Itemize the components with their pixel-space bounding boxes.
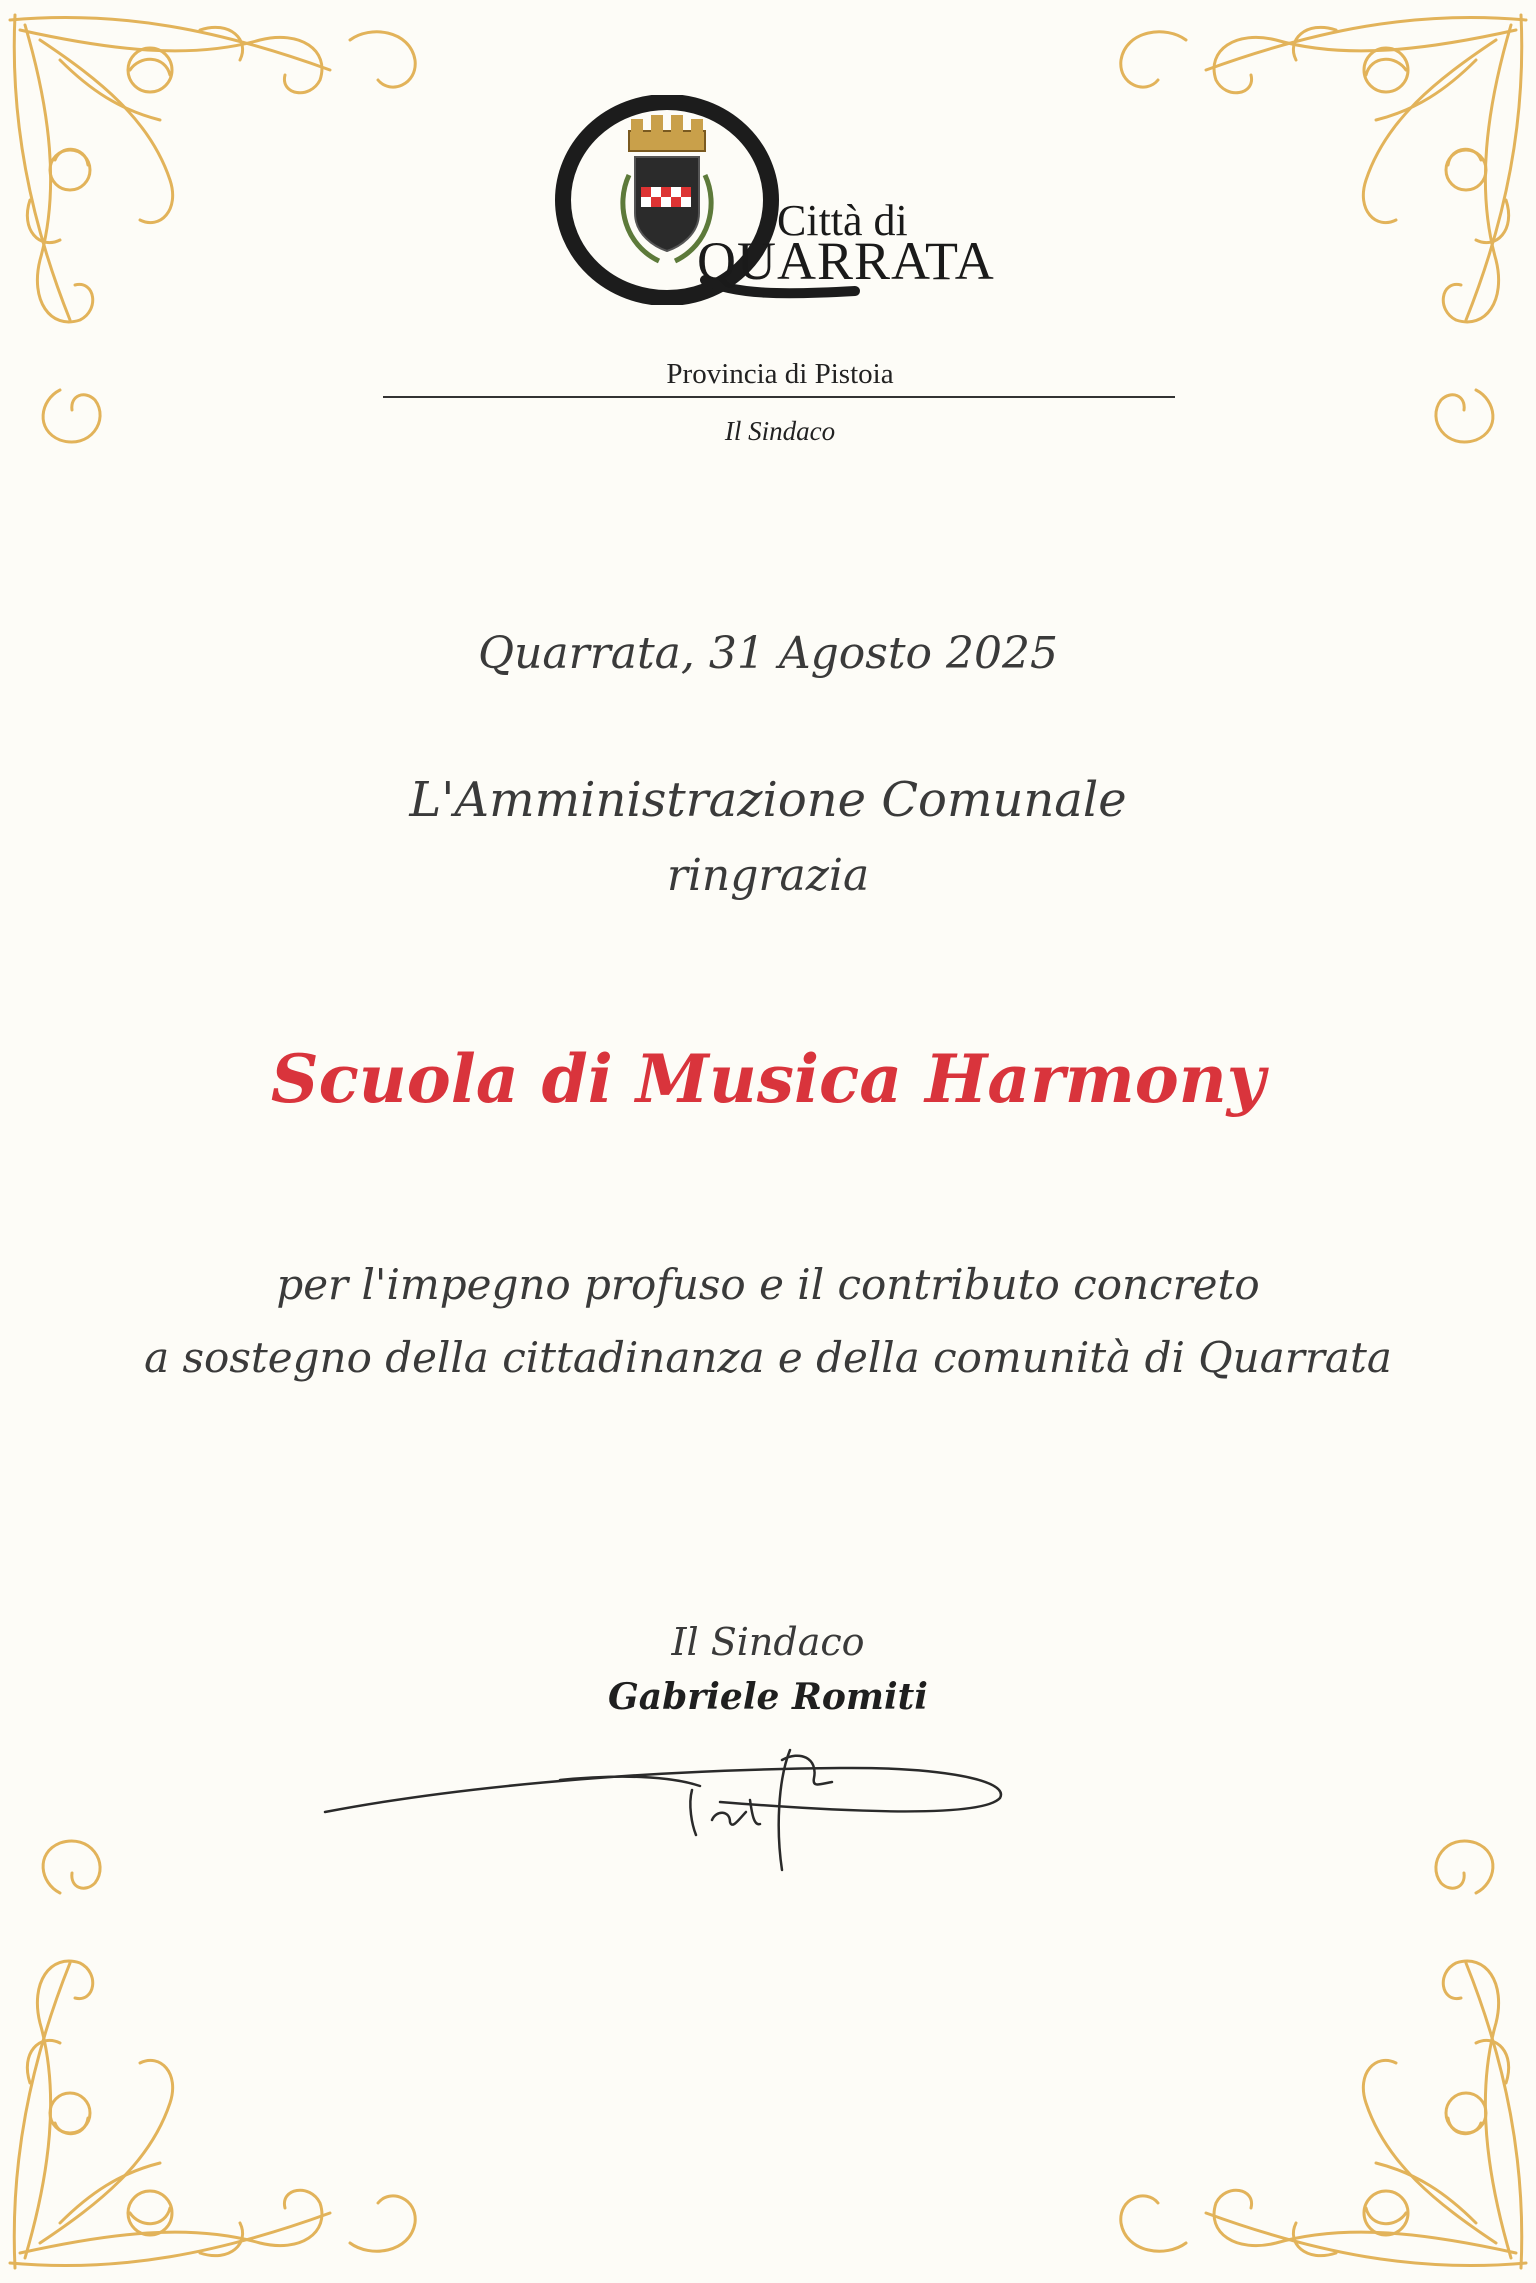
gold-ornament-top-right <box>1106 0 1536 460</box>
logo-city-name: QUARRATA <box>697 231 995 291</box>
office-label: Il Sindaco <box>724 416 836 446</box>
signatory-title: Il Sindaco <box>671 1620 865 1664</box>
handwritten-signature <box>320 1740 1020 1890</box>
thanks-verb: ringrazia <box>666 850 870 901</box>
logo-city-line: Città di <box>777 196 908 245</box>
reason-line-1: per l'impegno profuso e il contributo concreto <box>276 1260 1260 1309</box>
city-logo <box>555 95 995 305</box>
gold-ornament-bottom-left <box>0 1823 430 2283</box>
gold-ornament-bottom-right <box>1106 1823 1536 2283</box>
reason-line-2: a sostegno della cittadinanza e della comunità di Quarrata <box>144 1333 1392 1382</box>
recipient-name: Scuola di Musica Harmony <box>270 1040 1266 1118</box>
signatory-name: Gabriele Romiti <box>608 1676 928 1718</box>
issuer-line: L'Amministrazione Comunale <box>409 772 1127 828</box>
certificate-date: Quarrata, 31 Agosto 2025 <box>478 628 1058 679</box>
header-divider <box>383 396 1175 398</box>
gold-ornament-top-left <box>0 0 430 460</box>
province-label: Provincia di Pistoia <box>666 358 894 390</box>
